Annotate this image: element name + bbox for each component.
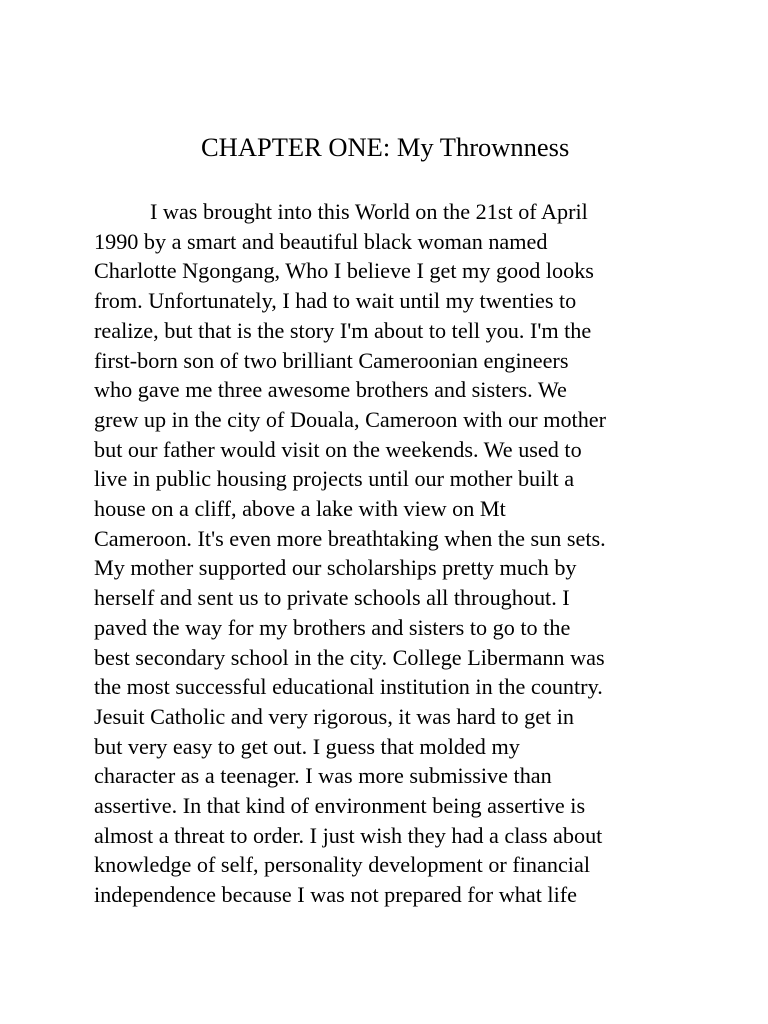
- text-line: almost a threat to order. I just wish they had a class about: [94, 822, 603, 848]
- text-line: herself and sent us to private schools all throughout. I: [94, 585, 570, 611]
- body-paragraph: [94, 197, 606, 910]
- text-line: assertive. In that kind of environment being assertive is: [94, 793, 586, 819]
- text-line: but very easy to get out. I guess that molded my: [94, 733, 520, 759]
- text-line: independence because I was not prepared for what life: [94, 882, 577, 908]
- text-line: grew up in the city of Douala, Cameroon with our mother: [94, 406, 607, 432]
- text-line: from. Unfortunately, I had to wait until my twenties to: [94, 288, 577, 314]
- text-line: paved the way for my brothers and sisters to go to the: [94, 614, 571, 640]
- text-line: first-born son of two brilliant Cameroonian engineers: [94, 347, 569, 373]
- text-line: 1990 by a smart and beautiful black woman named: [94, 228, 548, 254]
- text-line: who gave me three awesome brothers and sisters. We: [94, 377, 567, 403]
- text-line: best secondary school in the city. College Libermann was: [94, 644, 605, 670]
- chapter-title: CHAPTER ONE: My Thrownness: [201, 132, 570, 162]
- text-line: Jesuit Catholic and very rigorous, it was hard to get in: [94, 703, 575, 729]
- text-line: live in public housing projects until our mother built a: [94, 466, 575, 492]
- text-line: realize, but that is the story I'm about to tell you. I'm the: [94, 317, 592, 343]
- text-line: My mother supported our scholarships pretty much by: [94, 555, 577, 581]
- text-line: the most successful educational institution in the country.: [94, 674, 603, 700]
- text-line: character as a teenager. I was more submissive than: [94, 763, 552, 789]
- text-line: Charlotte Ngongang, Who I believe I get my good looks: [94, 258, 594, 284]
- text-line: knowledge of self, personality development or financial: [94, 852, 590, 878]
- text-line: house on a cliff, above a lake with view on Mt: [94, 496, 506, 522]
- text-line: I was brought into this World on the 21st of April: [150, 199, 588, 224]
- text-line: but our father would visit on the weekends. We used to: [94, 436, 582, 462]
- text-line: Cameroon. It's even more breathtaking when the sun sets.: [94, 525, 606, 551]
